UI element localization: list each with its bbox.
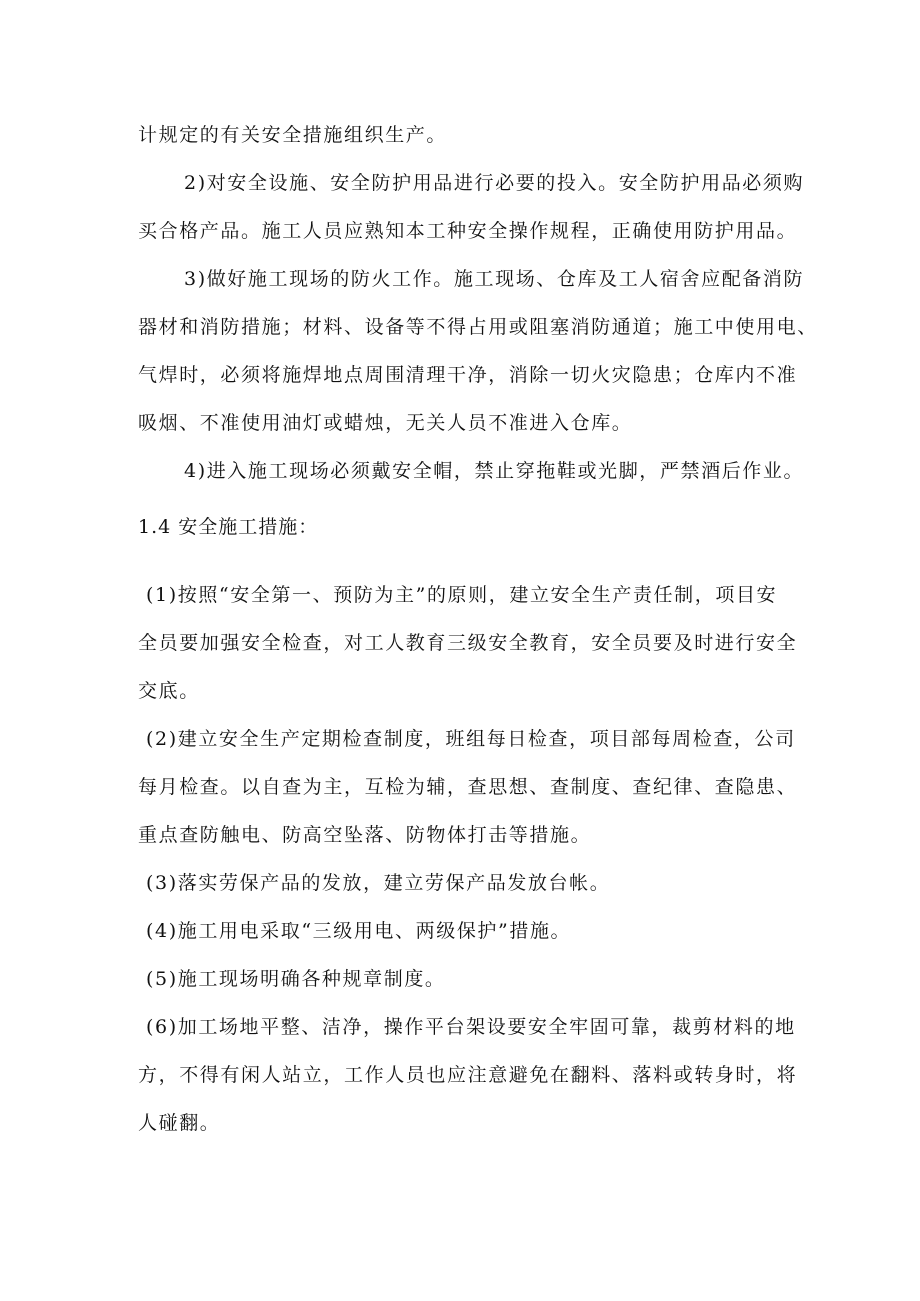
measure-3-line-1: (3)落实劳保产品的发放，建立劳保产品发放台帐。 [146, 872, 611, 894]
measure-6-line-3: 人碰翻。 [138, 1112, 221, 1134]
measure-6-line-2: 方，不得有闲人站立，工作人员也应注意避免在翻料、落料或转身时，将 [138, 1064, 798, 1086]
measure-6-line-1: (6)加工场地平整、洁净，操作平台架设要安全牢固可靠，裁剪材料的地 [146, 1016, 796, 1038]
measure-1-line-2: 全员要加强安全检查，对工人教育三级安全教育，安全员要及时进行安全 [138, 632, 798, 654]
measure-1-line-3: 交底。 [138, 680, 200, 702]
item-4-line-1: 4)进入施工现场必须戴安全帽，禁止穿拖鞋或光脚，严禁酒后作业。 [184, 460, 805, 482]
paragraph-continuation-line: 计规定的有关安全措施组织生产。 [138, 124, 448, 146]
section-heading: 1.4 安全施工措施： [138, 516, 319, 538]
measure-2-line-1: (2)建立安全生产定期检查制度，班组每日检查，项目部每周检查，公司 [146, 728, 796, 750]
item-3-line-2: 器材和消防措施；材料、设备等不得占用或阻塞消防通道；施工中使用电、 [138, 316, 818, 338]
measure-1-line-1: (1)按照“安全第一、预防为主”的原则，建立安全生产责任制，项目安 [146, 584, 778, 606]
item-2-line-1: 2)对安全设施、安全防护用品进行必要的投入。安全防护用品必须购 [184, 172, 805, 194]
item-3-line-1: 3)做好施工现场的防火工作。施工现场、仓库及工人宿舍应配备消防 [184, 268, 805, 290]
measure-4-line-1: (4)施工用电采取“三级用电、两级保护”措施。 [146, 920, 572, 942]
item-3-line-3: 气焊时，必须将施焊地点周围清理干净，消除一切火灾隐患；仓库内不准 [138, 364, 798, 386]
measure-5-line-1: (5)施工现场明确各种规章制度。 [146, 968, 446, 990]
measure-2-line-2: 每月检查。以自查为主，互检为辅，查思想、查制度、查纪律、查隐患、 [138, 776, 798, 798]
measure-2-line-3: 重点查防触电、防高空坠落、防物体打击等措施。 [138, 824, 592, 846]
item-2-line-2: 买合格产品。施工人员应熟知本工种安全操作规程，正确使用防护用品。 [138, 220, 798, 242]
item-3-line-4: 吸烟、不准使用油灯或蜡烛，无关人员不准进入仓库。 [138, 412, 633, 434]
